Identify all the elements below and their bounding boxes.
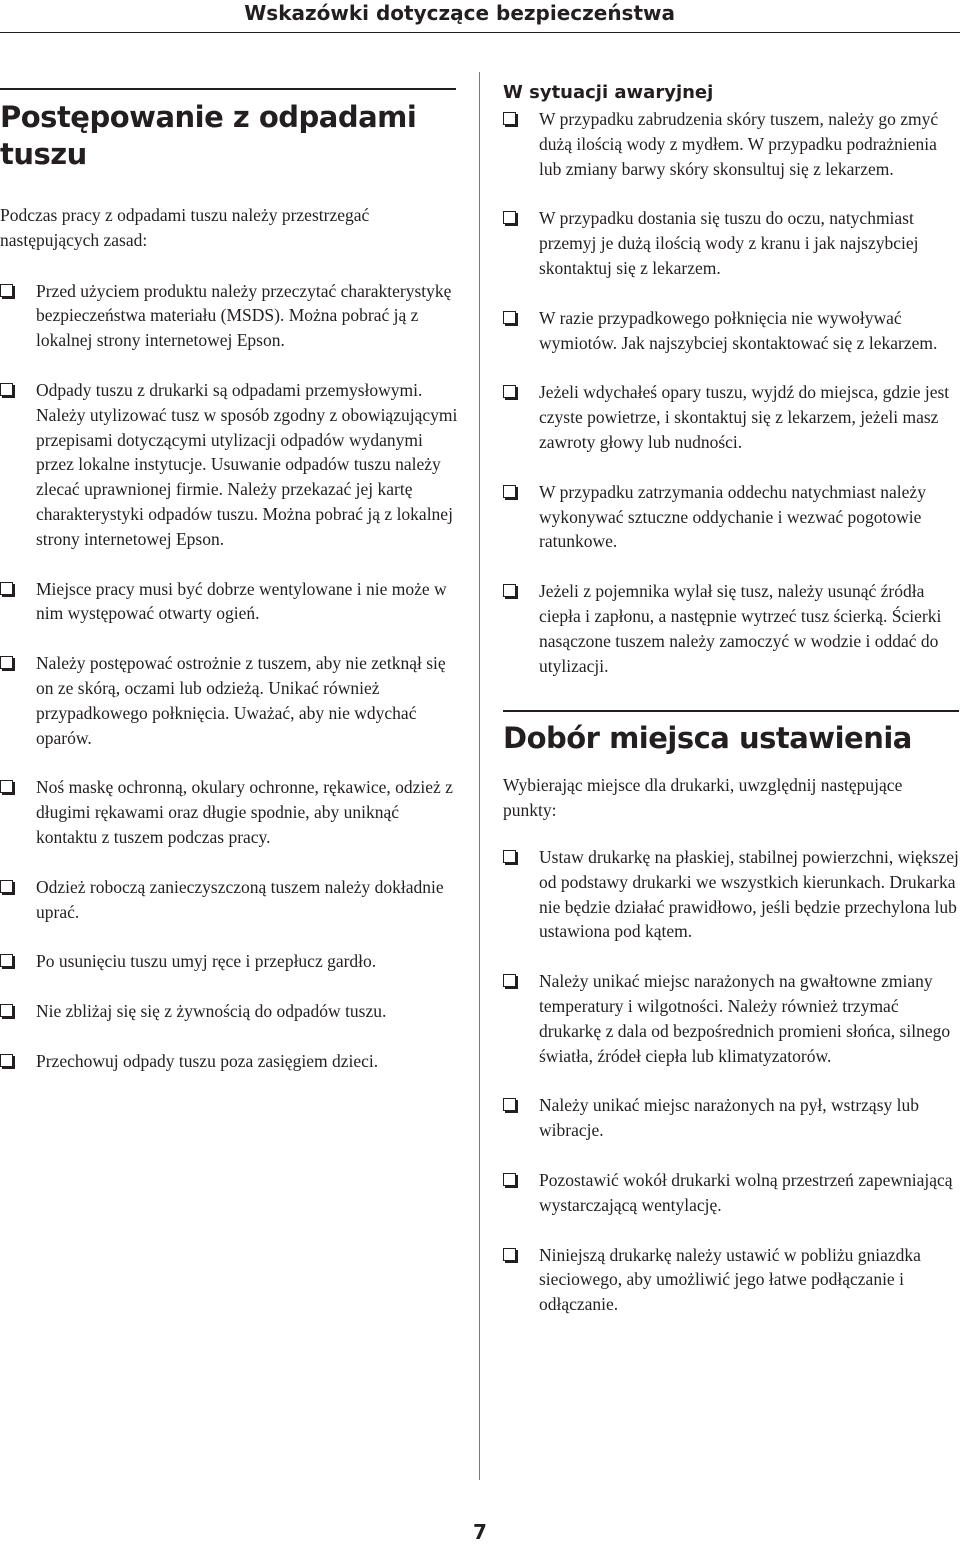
section-heading-location: Dobór miejsca ustawienia <box>503 721 912 756</box>
checkbox-bullet-icon <box>503 485 516 498</box>
left-column <box>0 88 460 1074</box>
list-item <box>0 279 460 353</box>
list-item-text: Nie zbliżaj się się z żywnością do odpadów tuszu. <box>36 1001 387 1022</box>
checkbox-bullet-icon <box>0 383 13 396</box>
list-item-text: Odzież roboczą zanieczyszczoną tuszem należy dokładnie uprać. <box>36 876 444 922</box>
section-heading-ink-waste: Postępowanie z odpadami tuszu <box>0 100 417 171</box>
list-item-text: Przed użyciem produktu należy przeczytać charakterystykę bezpieczeństwa materiału (MSDS). Można pobrać ją z lokalnej strony internetowej Epson. <box>36 280 452 351</box>
location-list <box>503 845 960 1317</box>
list-item <box>0 577 460 627</box>
page-number: 7 <box>473 1520 487 1544</box>
checkbox-bullet-icon <box>503 584 516 597</box>
checkbox-bullet-icon <box>503 850 516 863</box>
list-item <box>503 206 960 280</box>
list-item <box>503 107 960 181</box>
intro-text: Podczas pracy z odpadami tuszu należy przestrzegać następujących zasad: <box>0 205 370 250</box>
location-intro-text: Wybierając miejsce dla drukarki, uwzględnij następujące punkty: <box>503 775 903 821</box>
checkbox-bullet-icon <box>0 880 13 893</box>
list-item <box>503 579 960 678</box>
list-item <box>503 480 960 554</box>
list-item <box>0 949 460 974</box>
checkbox-bullet-icon <box>0 954 13 967</box>
list-item <box>503 306 960 356</box>
ink-waste-rules-list <box>0 279 460 1074</box>
emergency-list <box>503 107 960 678</box>
checkbox-bullet-icon <box>503 311 516 324</box>
checkbox-bullet-icon <box>503 112 516 125</box>
list-item-text: Przechowuj odpady tuszu poza zasięgiem dzieci. <box>36 1050 379 1071</box>
checkbox-bullet-icon <box>503 211 516 224</box>
emergency-heading: W sytuacji awaryjnej <box>503 82 714 103</box>
header-title: Wskazówki dotyczące bezpieczeństwa <box>244 1 675 25</box>
checkbox-bullet-icon <box>0 656 13 669</box>
right-column <box>503 82 960 1317</box>
checkbox-bullet-icon <box>0 284 13 297</box>
list-item <box>503 969 960 1068</box>
page-header <box>0 0 960 33</box>
list-item-text: Niniejszą drukarkę należy ustawić w pobliżu gniazdka sieciowego, aby umożliwić jego łatwe podłączanie i odłączanie. <box>539 1244 921 1315</box>
list-item <box>503 1168 960 1218</box>
checkbox-bullet-icon <box>503 1173 516 1186</box>
checkbox-bullet-icon <box>0 1054 13 1067</box>
list-item <box>0 651 460 750</box>
checkbox-bullet-icon <box>503 1098 516 1111</box>
checkbox-bullet-icon <box>503 974 516 987</box>
list-item-text: Pozostawić wokół drukarki wolną przestrzeń zapewniającą wystarczającą wentylację. <box>539 1169 953 1215</box>
list-item-text: Jeżeli wdychałeś opary tuszu, wyjdź do miejsca, gdzie jest czyste powietrze, i skontaktuj się z lekarzem, jeżeli masz zawroty głowy lub nudności. <box>539 382 950 452</box>
checkbox-bullet-icon <box>503 385 516 398</box>
checkbox-bullet-icon <box>0 1004 13 1017</box>
list-item-text: Ustaw drukarkę na płaskiej, stabilnej powierzchni, większej od podstawy drukarki we wszystkich kierunkach. Drukarka nie będzie działać prawidłowo, jeśli będzie przechylona lub ustawiona pod kątem. <box>539 846 959 942</box>
list-item <box>0 875 460 925</box>
section-rule <box>503 710 959 712</box>
list-item-text: W przypadku zatrzymania oddechu natychmiast należy wykonywać sztuczne oddychanie i wezwać pogotowie ratunkowe. <box>539 481 926 552</box>
column-divider <box>479 72 480 1480</box>
list-item-text: Noś maskę ochronną, okulary ochronne, rękawice, odzież z długimi rękawami oraz długie spodnie, aby uniknąć kontaktu z tuszem podczas pracy. <box>36 777 453 847</box>
list-item <box>503 380 960 454</box>
list-item-text: Odpady tuszu z drukarki są odpadami przemysłowymi. Należy utylizować tusz w sposób zgodny z obowiązującymi przepisami dotyczącymi utylizacji odpadów wydanymi przez lokalne instytucje. Usuwanie odpadów tuszu należy zlecać uprawnionej firmie. Należy przekazać jej kartę charakterystyki odpadów tuszu. Można pobrać ją z lokalnej strony internetowej Epson. <box>36 379 458 549</box>
checkbox-bullet-icon <box>503 1248 516 1261</box>
list-item-text: W przypadku zabrudzenia skóry tuszem, należy go zmyć dużą ilością wody z mydłem. W przypadku podrażnienia lub zmiany barwy skóry skonsultuj się z lekarzem. <box>539 109 939 179</box>
list-item <box>0 378 460 552</box>
section-rule <box>0 88 456 90</box>
list-item-text: Miejsce pracy musi być dobrze wentylowane i nie może w nim występować otwarty ogień. <box>36 578 447 624</box>
list-item <box>0 1049 460 1074</box>
list-item-text: W razie przypadkowego połknięcia nie wywoływać wymiotów. Jak najszybciej skontaktować się z lekarzem. <box>539 307 938 353</box>
list-item <box>503 1093 960 1143</box>
list-item-text: Należy unikać miejsc narażonych na gwałtowne zmiany temperatury i wilgotności. Należy również trzymać drukarkę z dala od bezpośrednich promieni słońca, silnego światła, źródeł ciepła lub klimatyzatorów. <box>539 971 951 1066</box>
checkbox-bullet-icon <box>0 780 13 793</box>
list-item <box>503 1243 960 1317</box>
list-item-text: W przypadku dostania się tuszu do oczu, natychmiast przemyj je dużą ilością wody z kranu i jak najszybciej skontaktuj się z lekarzem. <box>539 208 919 278</box>
list-item-text: Należy unikać miejsc narażonych na pył, wstrząsy lub wibracje. <box>539 1095 920 1141</box>
list-item-text: Należy postępować ostrożnie z tuszem, aby nie zetknął się on ze skórą, oczami lub odzieżą. Unikać również przypadkowego połknięcia. Uważać, aby nie wdychać oparów. <box>36 653 446 748</box>
list-item <box>503 845 960 944</box>
list-item-text: Jeżeli z pojemnika wylał się tusz, należy usunąć źródła ciepła i zapłonu, a następnie wytrzeć tusz ścierką. Ścierki nasączone tuszem należy zamoczyć w wodzie i oddać do utylizacji. <box>539 581 942 676</box>
checkbox-bullet-icon <box>0 582 13 595</box>
list-item <box>0 999 460 1024</box>
list-item <box>0 775 460 849</box>
list-item-text: Po usunięciu tuszu umyj ręce i przepłucz gardło. <box>36 951 377 972</box>
